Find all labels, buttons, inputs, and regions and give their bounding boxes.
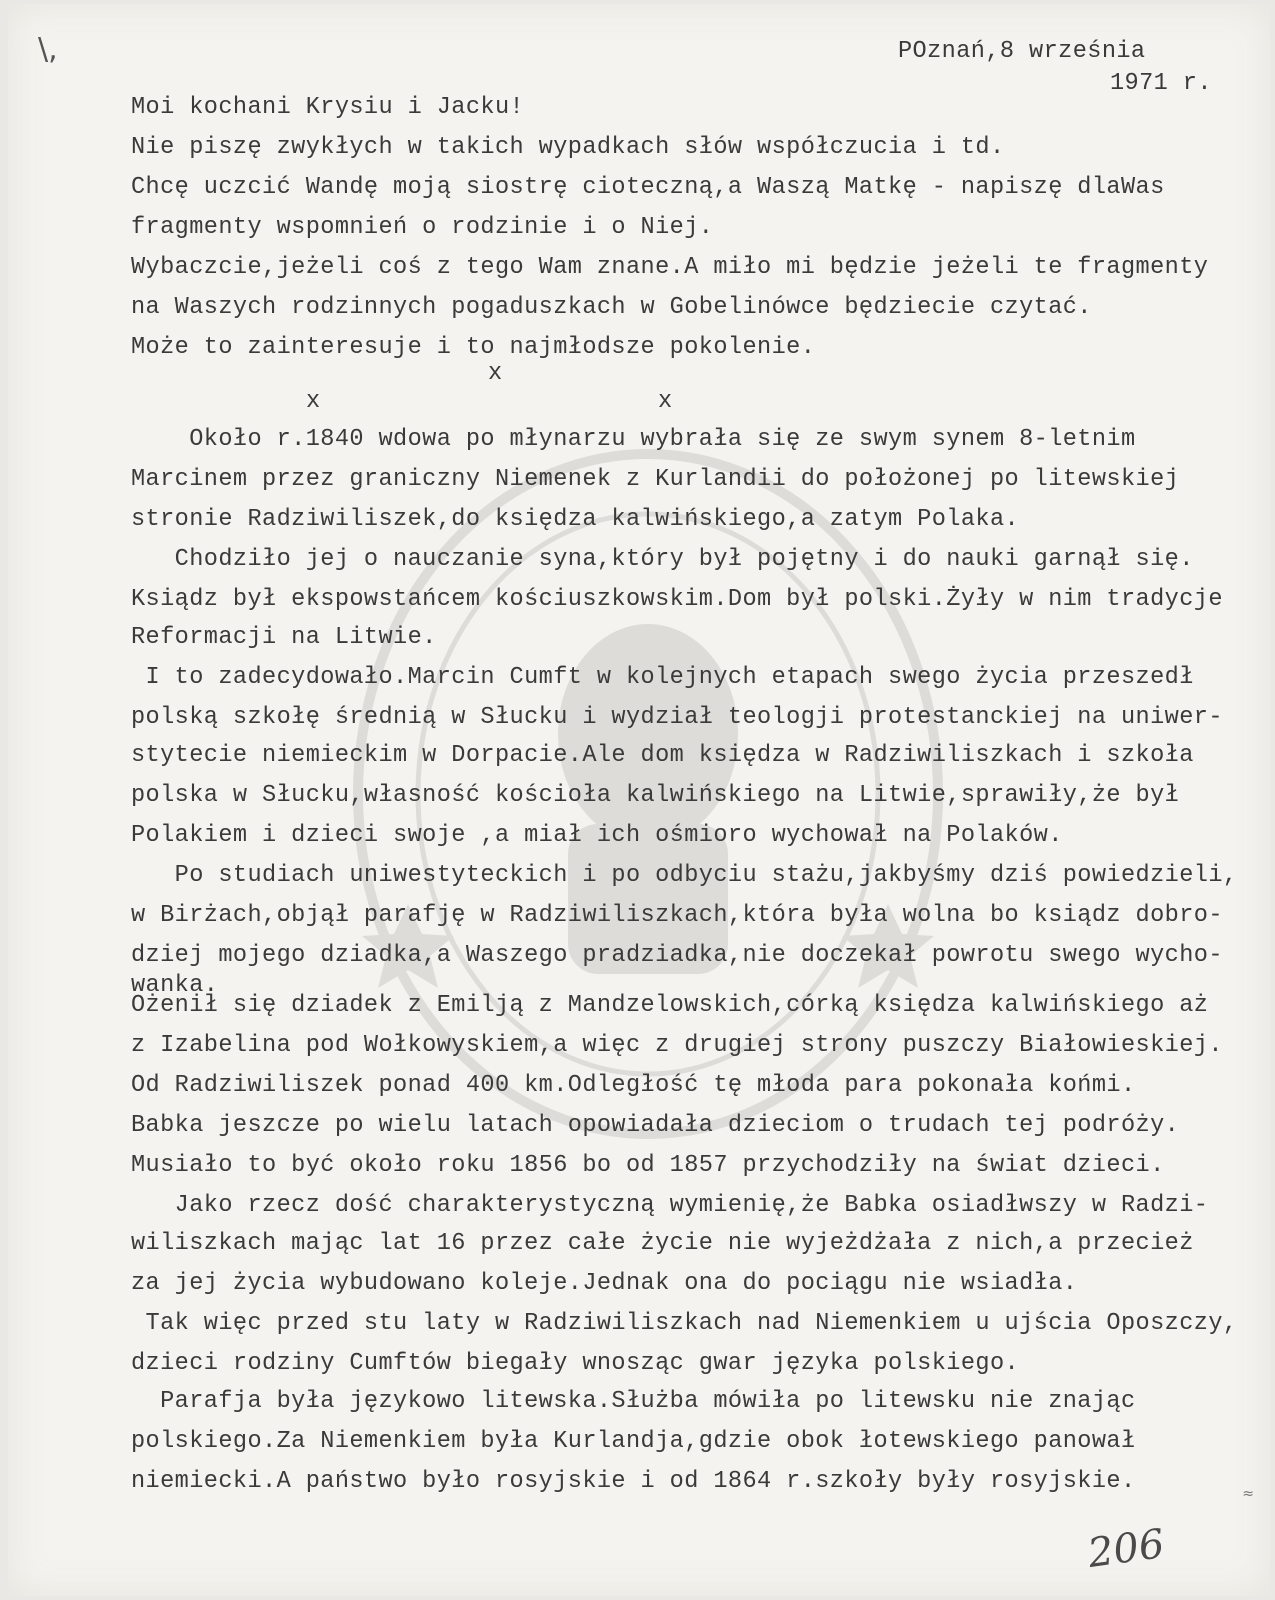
intro-line: na Waszych rodzinnych pogaduszkach w Gobelinówce będziecie czytać.	[131, 294, 1092, 321]
body-line: Parafja była językowo litewska.Służba mówiła po litewsku nie znając	[131, 1388, 1136, 1415]
body-line: Ożenił się dziadek z Emilją z Mandzelowskich,córką księdza kalwińskiego aż	[131, 992, 1209, 1019]
intro-line: Chcę uczcić Wandę moją siostrę cioteczną,a Waszą Matkę - napiszę dlaWas	[131, 174, 1165, 201]
intro-line: Nie piszę zwykłych w takich wypadkach słów współczucia i td.	[131, 134, 1005, 161]
salutation: Moi kochani Krysiu i Jacku!	[131, 94, 525, 121]
body-line: I to zadecydowało.Marcin Cumft w kolejnych etapach swego życia przeszedł	[131, 664, 1194, 691]
corner-pencil-mark: \,	[38, 32, 58, 67]
body-line: dziej mojego dziadka,a Waszego pradziadka,nie doczekał powrotu swego wycho-	[131, 942, 1223, 969]
body-line: Od Radziwiliszek ponad 400 km.Odległość tę młoda para pokonała końmi.	[131, 1072, 1136, 1099]
document-page	[8, 4, 1270, 1596]
body-line: Reformacji na Litwie.	[131, 624, 437, 651]
body-line: wanka.	[131, 972, 219, 999]
body-line: Babka jeszcze po wielu latach opowiadała dzieciom o trudach tej podróży.	[131, 1112, 1180, 1139]
body-line: w Birżach,objął parafję w Radziwiliszkach,która była wolna bo ksiądz dobro-	[131, 902, 1223, 929]
body-line: niemiecki.A państwo było rosyjskie i od 1864 r.szkoły były rosyjskie.	[131, 1468, 1136, 1495]
body-line: Polakiem i dzieci swoje ,a miał ich ośmioro wychował na Polaków.	[131, 822, 1063, 849]
body-line: z Izabelina pod Wołkowyskiem,a więc z drugiej strony puszczy Białowieskiej.	[131, 1032, 1223, 1059]
intro-line: Wybaczcie,jeżeli coś z tego Wam znane.A miło mi będzie jeżeli te fragmenty	[131, 254, 1209, 281]
separator-x: x	[658, 388, 673, 415]
separator-x: x	[488, 360, 503, 387]
body-line: Po studiach uniwestyteckich i po odbyciu stażu,jakbyśmy dziś powiedzieli,	[131, 862, 1238, 889]
place-date: POznań,8 września	[898, 38, 1146, 65]
body-line: wiliszkach mając lat 16 przez całe życie nie wyjeżdżała z nich,a przecież	[131, 1230, 1194, 1257]
body-line: Marcinem przez graniczny Niemenek z Kurlandii do położonej po litewskiej	[131, 466, 1180, 493]
letter-year: 1971 r.	[1110, 70, 1212, 97]
body-line: Około r.1840 wdowa po młynarzu wybrała się ze swym synem 8-letnim	[131, 426, 1136, 453]
body-line: stytecie niemieckim w Dorpacie.Ale dom księdza w Radziwiliszkach i szkoła	[131, 742, 1194, 769]
body-line: polską szkołę średnią w Słucku i wydział teologji protestanckiej na uniwer-	[131, 704, 1223, 731]
body-line: Musiało to być około roku 1856 bo od 1857 przychodziły na świat dzieci.	[131, 1152, 1165, 1179]
body-line: Jako rzecz dość charakterystyczną wymienię,że Babka osiadłwszy w Radzi-	[131, 1192, 1209, 1219]
body-line: Ksiądz był ekspowstańcem kościuszkowskim.Dom był polski.Żyły w nim tradycje	[131, 586, 1223, 613]
body-line: za jej życia wybudowano koleje.Jednak ona do pociągu nie wsiadła.	[131, 1270, 1078, 1297]
body-line: dzieci rodziny Cumftów biegały wnosząc gwar języka polskiego.	[131, 1350, 1020, 1377]
handwritten-page-number: 206	[1085, 1520, 1168, 1578]
separator-x: x	[306, 388, 321, 415]
body-line: Chodziło jej o nauczanie syna,który był pojętny i do nauki garnął się.	[131, 546, 1194, 573]
body-line: Tak więc przed stu laty w Radziwiliszkach nad Niemenkiem u ujścia Oposzczy,	[131, 1310, 1238, 1337]
intro-line: Może to zainteresuje i to najmłodsze pokolenie.	[131, 334, 816, 361]
margin-scribble: ≈	[1242, 1486, 1254, 1502]
body-line: stronie Radziwiliszek,do księdza kalwińskiego,a zatym Polaka.	[131, 506, 1020, 533]
body-line: polskiego.Za Niemenkiem była Kurlandja,gdzie obok łotewskiego panował	[131, 1428, 1136, 1455]
intro-line: fragmenty wspomnień o rodzinie i o Niej.	[131, 214, 714, 241]
body-line: polska w Słucku,własność kościoła kalwińskiego na Litwie,sprawiły,że był	[131, 782, 1180, 809]
